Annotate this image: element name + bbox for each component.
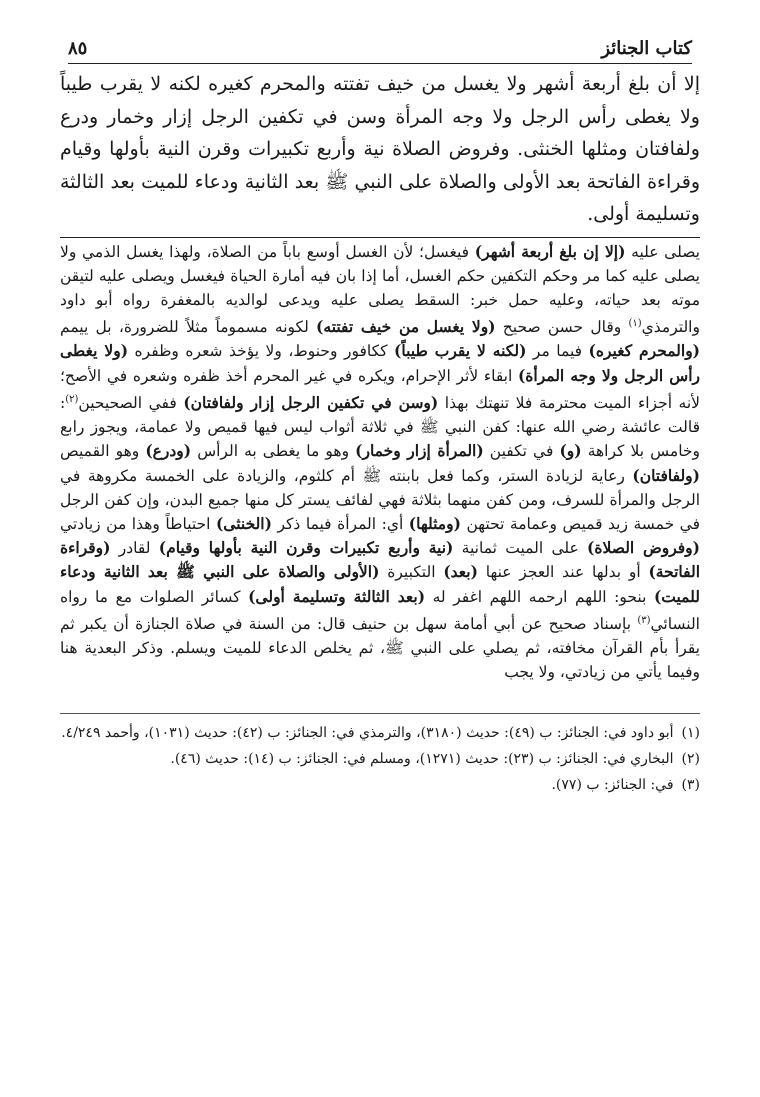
- footnote-item: [60, 748, 700, 770]
- quoted-matn: (لكنه لا يقرب طيباً): [394, 341, 527, 361]
- commentary-run: وهو القميص: [60, 442, 146, 461]
- text-divider: [60, 237, 700, 238]
- commentary-run: التكبيرة: [379, 563, 444, 582]
- quoted-matn: (ولا يغطى رأس الرجل ولا وجه المرأة): [60, 341, 700, 385]
- main-text: إلا أن بلغ أربعة أشهر ولا يغسل من خيف تفتته والمحرم كغيره لكنه لا يقرب طيباً ولا يغطى رأس الرجل ولا وجه المرأة وسن في تكفين الرجل إزار وخمار ودرع ولفافتان ومثلها الخنثى. وفروض الصلاة نية وأربع تكبيرات وقرن النية بأولها وقيام وقراءة الفاتحة بعد الأولى والصلاة على النبي ﷺ بعد الثانية ودعاء للميت بعد الثالثة وتسليمة أولى.: [60, 73, 700, 225]
- page-header: [68, 38, 692, 64]
- quoted-matn: (ولا يغسل من خيف تفتته): [316, 317, 496, 337]
- footnote-divider: [60, 713, 700, 714]
- footnote-text: البخاري في: الجنائز: ب (٢٣): حديث (١٢٧١)، ومسلم في: الجنائز: ب (١٤): حديث (٤٦).: [170, 750, 674, 767]
- commentary-run: أو بدلها عند العجز عنها: [477, 563, 649, 582]
- chapter-title: كتاب الجنائز: [601, 38, 692, 59]
- quoted-matn: (المرأة إزار وخمار): [355, 441, 484, 461]
- book-page: [60, 38, 700, 800]
- footnotes: [60, 722, 700, 796]
- commentary-run: أي: المرأة فيما ذكر: [271, 515, 409, 534]
- quoted-matn: (ومثلها): [408, 514, 461, 534]
- footnote-number: (٣): [681, 776, 700, 793]
- quoted-matn: (نية وأربع تكبيرات وقرن النية بأولها وقيام): [158, 538, 454, 558]
- commentary-run: : قالت عائشة رضي الله عنها: كفن النبي ﷺ في ثلاثة أثواب ليس فيها قميص ولا عمامة، ويجوز رابع وخامس بلا كراهة: [60, 394, 700, 461]
- footnote-ref: (٢): [65, 393, 79, 405]
- commentary-run: فيغسل؛ لأن الغسل أوسع باباً من الصلاة، ولهذا يغسل الذمي ولا يصلى عليه كما مر وحكم التكفين حكم الغسل، أما إذا بان فيه أمارة الحياة فيغسل ويصلى عليه لتيقن موته بعد حياته، وعليه حمل خبر: السقط يصلى عليه ويدعى لوالديه بالمغفرة رواه أبو داود والترمذي: [60, 242, 700, 337]
- quoted-matn: (وسن في تكفين الرجل إزار ولفافتان): [183, 393, 439, 413]
- quoted-matn: (و): [559, 441, 582, 461]
- commentary-run: وقال حسن صحيح: [495, 318, 629, 337]
- quoted-matn: (ولفافتان): [632, 465, 700, 485]
- commentary-text: [60, 240, 700, 685]
- commentary-run: على الميت ثمانية: [453, 539, 588, 558]
- quoted-matn: (إلا إن بلغ أربعة أشهر): [474, 241, 626, 261]
- footnote-item: [60, 774, 700, 796]
- footnote-number: (١): [681, 724, 700, 741]
- footnote-number: (٢): [681, 750, 700, 767]
- footnote-item: [60, 722, 700, 744]
- commentary-run: وهو ما يغطى به الرأس: [191, 442, 356, 461]
- quoted-matn: (بعد): [443, 562, 478, 582]
- commentary-run: يصلى عليه: [625, 242, 700, 261]
- footnote-ref: (١): [628, 318, 642, 330]
- quoted-matn: (الخنثى): [215, 514, 272, 534]
- commentary-run: بنحو: اللهم ارحمه اللهم اغفر له: [425, 587, 654, 606]
- commentary-run: ففي الصحيحين: [78, 394, 184, 413]
- commentary-run: احتياطاً وهذا من زيادتي: [60, 515, 216, 534]
- commentary-run: ابقاء لأثر الإحرام، ويكره في غير المحرم أخذ ظفره وشعره في الأصح؛ لأنه أجزاء الميت محترمة فلا تنهتك بهذا: [60, 366, 700, 413]
- commentary-run: لقادر: [110, 539, 159, 558]
- quoted-matn: (الأولى والصلاة على النبي ﷺ بعد الثانية ودعاء للميت): [60, 562, 700, 606]
- quoted-matn: (والمحرم كغيره): [588, 341, 701, 361]
- commentary-run: كسائر الصلوات مع ما رواه النسائي: [60, 587, 700, 634]
- commentary-run: لكونه مسموماً مثلاً للضرورة، بل ييمم: [60, 318, 317, 337]
- footnote-ref: (٣): [637, 614, 651, 626]
- quoted-matn: (وقراءة الفاتحة): [60, 538, 701, 582]
- quoted-matn: (بعد الثالثة وتسليمة أولى): [248, 586, 426, 606]
- commentary-run: ككافور وحنوط، ولا يؤخذ شعره وظفره: [128, 342, 395, 361]
- page-number: ٨٥: [68, 38, 88, 59]
- commentary-run: رعاية لزيادة الستر، وكما فعل بابنته ﷺ أم كلثوم، والزيادة على الخمسة مكروهة في الرجل والمرأة للسرف، ومن كفن منهما بثلاثة فهي لفائف يستر كل منها جميع البدن، وإن كفن الرجل في خمسة زيد قميص وعمامة تحتهن: [60, 466, 701, 534]
- footnote-text: في: الجنائز: ب (٧٧).: [551, 776, 674, 793]
- commentary-run: بإسناد صحيح عن أبي أمامة سهل بن حنيف قال: من السنة في صلاة الجنازة أن يكبر ثم يقرأ بأم القرآن مخافته، ثم يصلي على النبي ﷺ، ثم يخلص الدعاء للميت ويسلم. وذكر البعدية هنا وفيما يأتي من زيادتي، ولا يجب: [60, 615, 700, 682]
- commentary-run: فيما مر: [526, 342, 589, 361]
- footnote-text: أبو داود في: الجنائز: ب (٤٩): حديث (٣١٨٠)، والترمذي في: الجنائز: ب (٤٢): حديث (١٠٣١)، وأحمد ٤/٢٤٩.: [61, 724, 674, 741]
- commentary-run: في تكفين: [483, 442, 560, 461]
- quoted-matn: (وفروض الصلاة): [587, 538, 700, 558]
- quoted-matn: (ودرع): [145, 441, 192, 461]
